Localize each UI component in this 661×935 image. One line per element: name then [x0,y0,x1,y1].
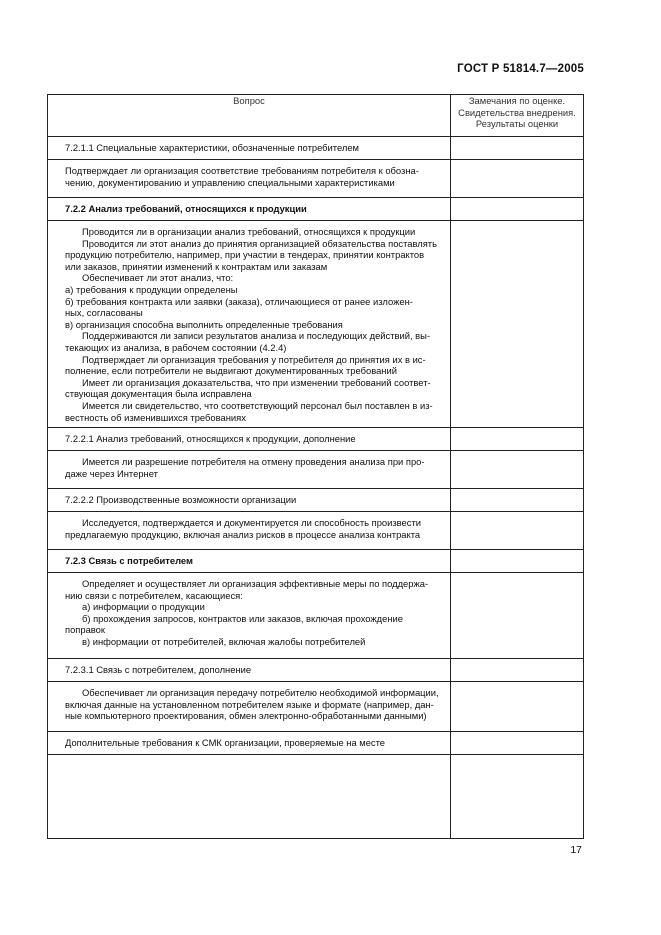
section-heading: 7.2.3.1 Связь с потребителем, дополнение [48,659,451,682]
question-row [48,573,584,659]
question-line: продукцию потребителю, например, при участии в тендерах, принятии контрактов [65,249,425,261]
section-heading-row [48,428,584,451]
remarks-cell [451,573,584,659]
question-line: Определяет и осуществляет ли организация эффективные меры по поддержа- [82,578,429,589]
section-heading-row [48,732,584,755]
remarks-header-line: Результаты оценки [475,118,559,130]
section-heading: 7.2.2.1 Анализ требований, относящихся к продукции, дополнение [48,428,451,451]
question-row [48,682,584,732]
question-text [48,512,451,550]
question-line: даже через Интернет [65,467,158,479]
section-heading: 7.2.2.2 Производственные возможности организации [48,489,451,512]
audit-checklist-table [47,94,584,839]
document-id: ГОСТ Р 51814.7—2005 [457,63,584,75]
question-line: ствующая документация была исправлена [65,388,252,400]
remarks-cell [451,198,584,221]
question-line: а) информации о продукции [82,601,205,613]
blank-cell [48,755,451,839]
remarks-cell [451,732,584,755]
remarks-cell [451,451,584,489]
question-line: Проводится ли этот анализ до принятия организацией обязательства поставлять [82,237,437,249]
remarks-cell [451,682,584,732]
question-line: в) информации от потребителей, включая жалобы потребителей [82,635,366,647]
section-heading: Дополнительные требования к СМК организации, проверяемые на месте [48,732,451,755]
question-text [48,682,451,732]
question-line: Имеется ли свидетельство, что соответствующий персонал был поставлен в из- [82,399,433,411]
question-line: Исследуется, подтверждается и документируется ли способность произвести [82,517,421,528]
question-line: поправок [65,624,105,636]
question-line: Подтверждает ли организация соответствие требованиям потребителя к обозна- [65,165,419,176]
section-heading-row [48,489,584,512]
section-heading-row [48,659,584,682]
remarks-header-line: Свидетельства внедрения. [458,106,576,118]
question-line: ные компьютерного проектирования, обмен электронно-обработанными данными) [65,710,427,722]
question-line: Обеспечивает ли организация передачу потребителю необходимой информации, [82,687,439,698]
table-header-row [48,95,584,137]
question-row [48,451,584,489]
remarks-header-line: Замечания по оценке. [468,95,566,106]
section-heading: 7.2.1.1 Специальные характеристики, обозначенные потребителем [48,137,451,160]
question-line: а) требования к продукции определены [65,283,238,295]
question-line: Проводится ли в организации анализ требований, относящихся к продукции [82,226,416,237]
section-heading: 7.2.3 Связь с потребителем [48,550,451,573]
remarks-cell [451,160,584,198]
question-line: полнение, если потребители не выдвигают документированных требований [65,365,397,377]
question-text [48,573,451,659]
question-text [48,160,451,198]
question-line: Обеспечивает ли этот анализ, что: [82,272,234,284]
question-line: предлагаемую продукцию, включая анализ рисков в процессе анализа контракта [65,528,421,540]
question-line: ных, согласованы [65,307,143,319]
remarks-cell [451,221,584,428]
question-line: Имеет ли организация доказательства, что при изменении требований соответ- [82,376,431,388]
question-line: нию связи с потребителем, касающиеся: [65,589,243,601]
question-line: текающих из анализа, в рабочем состоянии (4.2.4) [65,341,287,353]
table-body [48,95,584,839]
column-header-question: Вопрос [48,95,451,137]
section-heading-row [48,550,584,573]
question-row [48,512,584,550]
column-header-remarks [451,95,584,137]
remarks-cell [451,512,584,550]
question-text [48,221,451,428]
question-line: Подтверждает ли организация требования у потребителя до принятия их в ис- [82,353,426,365]
question-line: Поддерживаются ли записи результатов анализа и последующих действий, вы- [82,330,431,342]
question-line: в) организация способна выполнить определенные требования [65,318,343,330]
blank-row [48,755,584,839]
remarks-cell [451,755,584,839]
section-heading: 7.2.2 Анализ требований, относящихся к продукции [48,198,451,221]
section-heading-row [48,137,584,160]
question-line: б) требования контракта или заявки (заказа), отличающиеся от ранее изложен- [65,295,413,307]
question-line: вестность об изменившихся требованиях [65,411,246,423]
question-row [48,160,584,198]
remarks-cell [451,550,584,573]
remarks-cell [451,137,584,160]
question-text [48,451,451,489]
question-line: или заказов, принятии изменений к контрактам или заказам [65,260,328,272]
section-heading-row [48,198,584,221]
question-row [48,221,584,428]
question-line: чению, документированию и управлению специальными характеристиками [65,176,395,188]
page-number: 17 [570,844,582,856]
question-line: б) прохождения запросов, контрактов или заказов, включая прохождение [82,612,403,624]
remarks-cell [451,489,584,512]
remarks-cell [451,659,584,682]
question-line: Имеется ли разрешение потребителя на отмену проведения анализа при про- [82,456,425,467]
remarks-cell [451,428,584,451]
question-line: включая данные на установленном потребителем языке и формате (например, дан- [65,698,434,710]
